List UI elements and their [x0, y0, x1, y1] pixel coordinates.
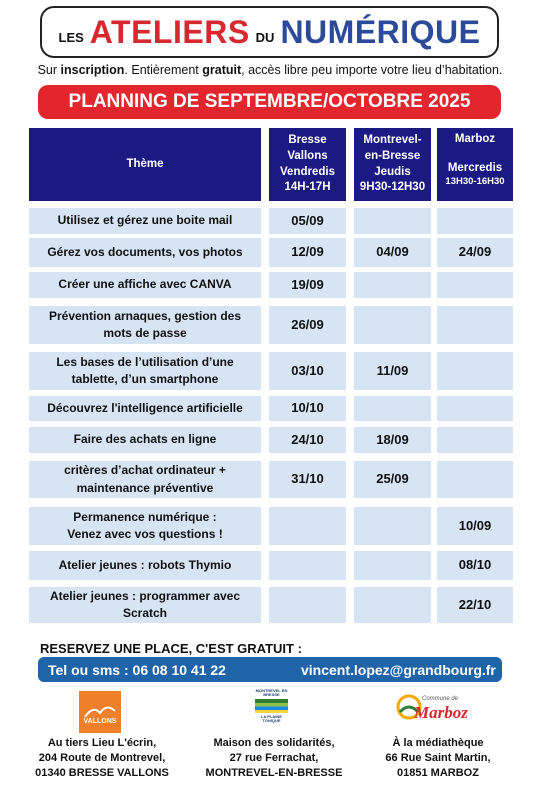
header-line: Marboz [454, 133, 496, 145]
theme-line: maintenance préventive [76, 480, 214, 495]
subtitle-text-3: , accès libre peu importe votre lieu d’habitation. [241, 63, 503, 77]
address-line: 27 rue Ferrachat, [229, 751, 319, 764]
address-line: MONTREVEL-EN-BRESSE [205, 766, 343, 779]
theme-line: critères d’achat ordinateur + [64, 463, 226, 478]
date-cell [354, 507, 431, 545]
date-cell: 10/09 [437, 507, 513, 545]
bresse-vallons-mark-icon [83, 699, 117, 725]
header-line: 9H30-12H30 [359, 181, 426, 194]
planning-banner: PLANNING DE SEPTEMBRE/OCTOBRE 2025 [38, 85, 501, 119]
header-line: en-Bresse [364, 149, 421, 162]
title-numerique: NUMÉRIQUE [280, 13, 481, 50]
bresse-vallons-logo [79, 691, 121, 733]
theme-line: Créer une affiche avec CANVA [58, 277, 232, 292]
date-cell [354, 587, 431, 623]
theme-cell [29, 272, 261, 298]
theme-cell [29, 396, 261, 421]
date-cell [269, 587, 346, 623]
theme-line: Atelier jeunes : programmer avec [49, 588, 241, 603]
date-cell: 31/10 [269, 461, 346, 498]
date-cell: 25/09 [354, 461, 431, 498]
marboz-small: Commune de [422, 696, 459, 702]
date-cell [437, 396, 513, 421]
address-line: Maison des solidarités, [213, 737, 335, 749]
date-cell [354, 396, 431, 421]
title-box [40, 6, 499, 58]
date-cell: 26/09 [269, 306, 346, 344]
subtitle [0, 63, 540, 77]
theme-cell [29, 306, 261, 344]
header-line: Vendredis [280, 165, 335, 178]
theme-line: Venez avec vos questions ! [67, 527, 223, 541]
date-cell [269, 507, 346, 545]
date-cell [437, 352, 513, 390]
address-line: 01340 BRESSE VALLONS [35, 766, 169, 779]
header-line: 14H-17H [284, 181, 331, 194]
montrevel-stripes [255, 699, 288, 713]
marboz-logo [394, 690, 484, 726]
header-theme-label: Thème [126, 157, 164, 170]
address-line: 204 Route de Montrevel, [38, 751, 166, 764]
theme-line: Les bases de l’utilisation d’une [56, 354, 234, 369]
header-line: Bresse [288, 134, 327, 147]
date-cell: 19/09 [269, 272, 346, 298]
header-line: Vallons [287, 149, 328, 162]
theme-cell [29, 352, 261, 390]
theme-line: tablette, d’un smartphone [71, 372, 219, 386]
theme-cell [29, 507, 261, 545]
contact-bar [38, 657, 502, 682]
theme-line: Permanence numérique : [73, 509, 217, 524]
theme-line: Découvrez l'intelligence artificielle [47, 400, 243, 415]
address-line: 66 Rue Saint Martin, [385, 751, 491, 764]
theme-cell [29, 208, 261, 234]
montrevel-logo-bottom: LA PLAINE TONIQUE [261, 714, 282, 723]
date-cell [354, 551, 431, 580]
address-bresse-vallons [22, 736, 182, 781]
date-cell [437, 306, 513, 344]
subtitle-text-1: Sur [37, 63, 61, 77]
address-montrevel [194, 736, 354, 781]
theme-cell [29, 238, 261, 267]
date-cell [354, 306, 431, 344]
address-line: 01851 MARBOZ [397, 766, 479, 779]
theme-cell [29, 461, 261, 498]
date-cell: 12/09 [269, 238, 346, 267]
theme-cell [29, 551, 261, 580]
subtitle-inscription: inscription [60, 63, 125, 77]
date-cell: 04/09 [354, 238, 431, 267]
title-les: LES [58, 29, 84, 45]
bresse-vallons-word: VALLONS [83, 718, 117, 725]
subtitle-gratuit: gratuit [202, 63, 242, 77]
date-cell: 18/09 [354, 427, 431, 453]
header-line: Jeudis [374, 165, 411, 178]
date-cell [269, 551, 346, 580]
header-line: 13H30-16H30 [445, 176, 505, 188]
date-cell [354, 208, 431, 234]
marboz-big: Marboz [414, 703, 468, 722]
date-cell: 10/10 [269, 396, 346, 421]
date-cell: 24/10 [269, 427, 346, 453]
email-address[interactable]: vincent.lopez@grandbourg.fr [301, 661, 496, 678]
theme-cell [29, 427, 261, 453]
date-cell: 11/09 [354, 352, 431, 390]
theme-line: Utilisez et gérez une boite mail [57, 213, 233, 228]
date-cell [437, 272, 513, 298]
header-bresse-vallons [269, 128, 346, 201]
theme-line: Gérez vos documents, vos photos [47, 244, 243, 259]
theme-line: mots de passe [103, 326, 187, 340]
title-ateliers: ATELIERS [89, 13, 250, 50]
theme-line: Atelier jeunes : robots Thymio [58, 557, 232, 572]
address-line: À la médiathèque [392, 737, 484, 749]
date-cell: 22/10 [437, 587, 513, 623]
subtitle-text-2: . Entièrement [124, 63, 203, 77]
date-cell: 24/09 [437, 238, 513, 267]
date-cell: 03/10 [269, 352, 346, 390]
address-line: Au tiers Lieu L'écrin, [47, 737, 157, 749]
theme-line: Prévention arnaques, gestion des [48, 308, 242, 323]
theme-cell [29, 587, 261, 623]
montrevel-logo-top: MONTREVEL EN BRESSE [255, 688, 288, 697]
date-cell: 05/09 [269, 208, 346, 234]
header-montrevel [354, 128, 431, 201]
date-cell: 08/10 [437, 551, 513, 580]
header-line: Mercredis [447, 161, 503, 174]
date-cell [354, 272, 431, 298]
address-marboz [363, 736, 513, 781]
title-du: DU [255, 29, 275, 45]
theme-line: Scratch [122, 606, 168, 620]
header-theme [29, 128, 261, 201]
date-cell [437, 208, 513, 234]
montrevel-logo [255, 689, 288, 725]
theme-line: Faire des achats en ligne [73, 432, 217, 447]
header-marboz [437, 128, 513, 201]
date-cell [437, 461, 513, 498]
header-line: Montrevel- [363, 134, 422, 147]
phone-number[interactable]: Tel ou sms : 06 08 10 41 22 [48, 661, 226, 678]
date-cell [437, 427, 513, 453]
reserve-heading: RESERVEZ UNE PLACE, C'EST GRATUIT : [40, 641, 302, 656]
